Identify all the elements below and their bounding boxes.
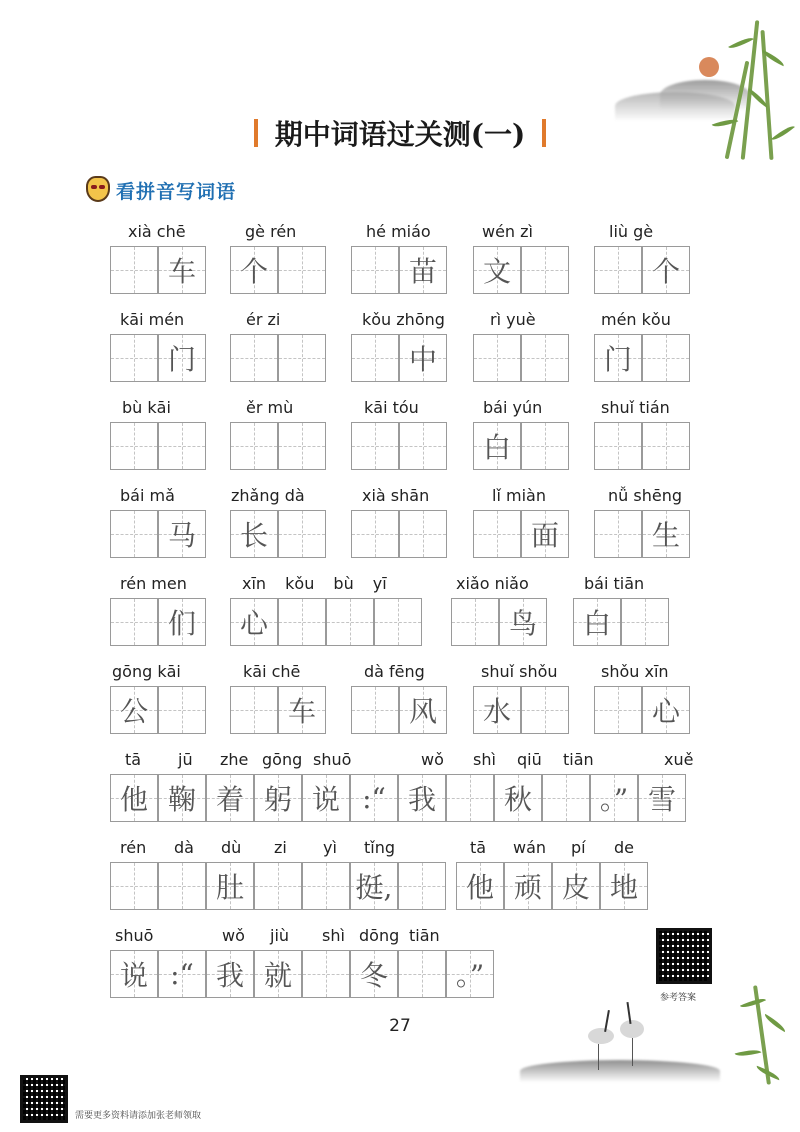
writing-box[interactable]	[278, 246, 326, 294]
writing-box[interactable]	[254, 774, 302, 822]
pinyin-label: wǒ	[421, 750, 444, 769]
writing-box[interactable]	[351, 246, 399, 294]
writing-box[interactable]	[278, 334, 326, 382]
writing-box[interactable]	[399, 334, 447, 382]
page-title: 期中词语过关测(一)	[274, 118, 526, 151]
title-right-bar	[542, 119, 546, 147]
pinyin-label: bái yún	[483, 398, 543, 417]
given-character: 说	[119, 959, 148, 992]
writing-box[interactable]	[351, 334, 399, 382]
pinyin-label: tā	[125, 750, 142, 769]
writing-box[interactable]	[351, 422, 399, 470]
pinyin-label: dōng	[359, 926, 400, 945]
writing-box[interactable]	[446, 774, 494, 822]
given-character: 水	[482, 695, 511, 728]
writing-box[interactable]	[504, 862, 552, 910]
writing-box[interactable]	[230, 246, 278, 294]
writing-box[interactable]	[278, 598, 326, 646]
answer-qr-code[interactable]	[656, 928, 712, 984]
given-character: 鸟	[508, 607, 537, 640]
pinyin-label: de	[614, 838, 634, 857]
given-character: 马	[167, 519, 196, 552]
given-character: 们	[167, 607, 196, 640]
writing-box[interactable]	[158, 950, 206, 998]
writing-box[interactable]	[590, 774, 638, 822]
writing-box[interactable]	[456, 862, 504, 910]
pinyin-label: tiān	[563, 750, 594, 769]
writing-box[interactable]	[158, 246, 206, 294]
title-left-bar	[254, 119, 258, 147]
writing-box[interactable]	[158, 598, 206, 646]
given-character: 躬	[263, 783, 292, 816]
writing-box[interactable]	[326, 598, 374, 646]
pinyin-label: tǐng	[364, 838, 396, 857]
writing-box[interactable]	[278, 510, 326, 558]
pinyin-label: kāi chē	[243, 662, 301, 681]
pinyin-label: gè rén	[245, 222, 297, 241]
pinyin-label: rì yuè	[490, 310, 536, 329]
given-character: 长	[239, 519, 268, 552]
given-character: 皮	[561, 871, 590, 904]
writing-box[interactable]	[494, 774, 542, 822]
writing-box[interactable]	[594, 246, 642, 294]
writing-box[interactable]	[399, 686, 447, 734]
given-character: 他	[119, 783, 148, 816]
writing-box[interactable]	[351, 510, 399, 558]
pinyin-label: gōng kāi	[112, 662, 181, 681]
writing-box[interactable]	[230, 422, 278, 470]
footer-note: 需要更多资料请添加张老师领取	[75, 1111, 202, 1121]
pinyin-label: xuě	[664, 750, 694, 769]
pinyin-label: shuō	[313, 750, 352, 769]
writing-box[interactable]	[399, 246, 447, 294]
pinyin-label: shuǐ tián	[601, 398, 670, 417]
given-character: 说	[311, 783, 340, 816]
writing-box[interactable]	[302, 862, 350, 910]
writing-box[interactable]	[302, 950, 350, 998]
given-character: 个	[651, 255, 680, 288]
pinyin-label: jiù	[270, 926, 290, 945]
given-character: 秋	[503, 783, 532, 816]
pinyin-label: nǚ shēng	[608, 486, 682, 505]
writing-box[interactable]	[158, 774, 206, 822]
given-character: 门	[603, 343, 632, 376]
pinyin-label: wán	[513, 838, 547, 857]
pinyin-label: xià chē	[128, 222, 186, 241]
given-character: 冬	[359, 959, 388, 992]
pinyin-label: ér zi	[246, 310, 281, 329]
writing-box[interactable]	[110, 422, 158, 470]
writing-box[interactable]	[350, 774, 398, 822]
pinyin-label: xià shān	[362, 486, 430, 505]
given-character: 地	[609, 871, 638, 904]
given-character: 个	[239, 255, 268, 288]
writing-box[interactable]	[206, 950, 254, 998]
pinyin-label: zhǎng dà	[231, 486, 305, 505]
writing-box[interactable]	[473, 334, 521, 382]
given-character: 顽	[513, 871, 542, 904]
writing-box[interactable]	[254, 950, 302, 998]
writing-box[interactable]	[230, 598, 278, 646]
writing-box[interactable]	[110, 686, 158, 734]
writing-box[interactable]	[499, 598, 547, 646]
writing-box[interactable]	[398, 950, 446, 998]
given-character: 就	[263, 959, 292, 992]
given-character: 雪	[647, 783, 676, 816]
pinyin-label: liù gè	[609, 222, 654, 241]
sun-icon	[699, 57, 719, 77]
writing-box[interactable]	[158, 334, 206, 382]
contact-qr-code[interactable]	[20, 1075, 68, 1123]
writing-box[interactable]	[473, 686, 521, 734]
pinyin-label: pí	[571, 838, 586, 857]
given-character: 生	[651, 519, 680, 552]
writing-box[interactable]	[521, 686, 569, 734]
pinyin-label: ěr mù	[246, 398, 294, 417]
writing-box[interactable]	[278, 422, 326, 470]
writing-box[interactable]	[158, 686, 206, 734]
writing-box[interactable]	[621, 598, 669, 646]
pinyin-label: shuō	[115, 926, 154, 945]
writing-box[interactable]	[230, 686, 278, 734]
writing-box[interactable]	[642, 510, 690, 558]
writing-box[interactable]	[399, 510, 447, 558]
given-character: 挺,	[355, 871, 393, 904]
writing-box[interactable]	[158, 422, 206, 470]
pinyin-label: dà fēng	[364, 662, 425, 681]
pinyin-label: hé miáo	[366, 222, 431, 241]
given-character: 中	[408, 343, 437, 376]
writing-box[interactable]	[521, 422, 569, 470]
pinyin-label: shǒu xīn	[601, 662, 669, 681]
pinyin-label: xiǎo niǎo	[456, 574, 529, 593]
given-character: 白	[582, 607, 611, 640]
writing-box[interactable]	[451, 598, 499, 646]
pinyin-label: lǐ miàn	[492, 486, 546, 505]
pinyin-label: zi	[274, 838, 287, 857]
given-character: 公	[119, 695, 148, 728]
pinyin-label: shì	[473, 750, 496, 769]
pinyin-label: dù	[221, 838, 242, 857]
writing-box[interactable]	[594, 686, 642, 734]
pinyin-label: tā	[470, 838, 487, 857]
writing-box[interactable]	[521, 246, 569, 294]
writing-box[interactable]	[573, 598, 621, 646]
writing-box[interactable]	[110, 862, 158, 910]
given-character: 面	[530, 519, 559, 552]
given-character: 心	[651, 695, 680, 728]
given-character: 车	[287, 695, 316, 728]
writing-box[interactable]	[110, 774, 158, 822]
given-character: 风	[408, 695, 437, 728]
given-character: 苗	[408, 255, 437, 288]
writing-box[interactable]	[254, 862, 302, 910]
given-character: 车	[167, 255, 196, 288]
writing-box[interactable]	[350, 950, 398, 998]
pinyin-label: shuǐ shǒu	[481, 662, 558, 681]
writing-box[interactable]	[600, 862, 648, 910]
title-block	[0, 113, 800, 153]
pinyin-label: mén kǒu	[601, 310, 671, 329]
given-character: 。”	[455, 959, 485, 992]
pinyin-label: jū	[178, 750, 193, 769]
writing-box[interactable]	[351, 686, 399, 734]
writing-box[interactable]	[374, 598, 422, 646]
writing-box[interactable]	[594, 510, 642, 558]
pinyin-label: qiū	[517, 750, 542, 769]
writing-box[interactable]	[594, 334, 642, 382]
writing-box[interactable]	[399, 422, 447, 470]
pinyin-label: bù kāi	[122, 398, 171, 417]
given-character: 白	[482, 431, 511, 464]
writing-box[interactable]	[594, 422, 642, 470]
given-character: 门	[167, 343, 196, 376]
writing-box[interactable]	[473, 510, 521, 558]
given-character: 着	[215, 783, 244, 816]
pinyin-label: wén zì	[482, 222, 533, 241]
writing-box[interactable]	[158, 862, 206, 910]
section-title: 看拼音写词语	[116, 181, 237, 203]
writing-box[interactable]	[110, 598, 158, 646]
pinyin-label: wǒ	[222, 926, 245, 945]
page-number: 27	[389, 1016, 411, 1036]
writing-box[interactable]	[206, 774, 254, 822]
writing-box[interactable]	[473, 246, 521, 294]
writing-box[interactable]	[642, 246, 690, 294]
pinyin-label: bái mǎ	[120, 486, 175, 505]
writing-box[interactable]	[230, 510, 278, 558]
writing-box[interactable]	[473, 422, 521, 470]
given-character: 鞠	[167, 783, 196, 816]
pinyin-label: dà	[174, 838, 194, 857]
writing-box[interactable]	[110, 246, 158, 294]
given-character: 肚	[215, 871, 244, 904]
pinyin-label: gōng	[262, 750, 303, 769]
writing-box[interactable]	[552, 862, 600, 910]
given-character: 文	[482, 255, 511, 288]
pinyin-label: zhe	[220, 750, 249, 769]
pinyin-label: yì	[323, 838, 337, 857]
answer-qr-label: 参考答案	[660, 993, 697, 1003]
writing-box[interactable]	[110, 950, 158, 998]
writing-box[interactable]	[638, 774, 686, 822]
given-character: 他	[465, 871, 494, 904]
writing-box[interactable]	[302, 774, 350, 822]
opera-mask-icon	[86, 176, 110, 202]
pinyin-label: kāi tóu	[364, 398, 419, 417]
pinyin-label: rén men	[120, 574, 187, 593]
writing-box[interactable]	[642, 334, 690, 382]
writing-box[interactable]	[446, 950, 494, 998]
given-character: 。”	[599, 783, 629, 816]
writing-box[interactable]	[278, 686, 326, 734]
pinyin-label: xīn kǒu bù yī	[242, 574, 387, 593]
writing-box[interactable]	[158, 510, 206, 558]
writing-box[interactable]	[521, 334, 569, 382]
writing-box[interactable]	[350, 862, 398, 910]
pinyin-label: tiān	[409, 926, 440, 945]
given-character: 我	[215, 959, 244, 992]
given-character: 心	[239, 607, 268, 640]
pinyin-label: bái tiān	[584, 574, 645, 593]
writing-box[interactable]	[642, 686, 690, 734]
writing-box[interactable]	[206, 862, 254, 910]
given-character: :“	[170, 957, 194, 991]
writing-box[interactable]	[110, 510, 158, 558]
pinyin-label: shì	[322, 926, 345, 945]
writing-box[interactable]	[398, 862, 446, 910]
pinyin-label: kāi mén	[120, 310, 185, 329]
pinyin-label: kǒu zhōng	[362, 310, 445, 329]
writing-box[interactable]	[542, 774, 590, 822]
writing-box[interactable]	[642, 422, 690, 470]
given-character: :“	[362, 781, 386, 815]
writing-box[interactable]	[398, 774, 446, 822]
writing-box[interactable]	[521, 510, 569, 558]
given-character: 我	[407, 783, 436, 816]
writing-box[interactable]	[110, 334, 158, 382]
writing-box[interactable]	[230, 334, 278, 382]
pinyin-label: rén	[120, 838, 147, 857]
